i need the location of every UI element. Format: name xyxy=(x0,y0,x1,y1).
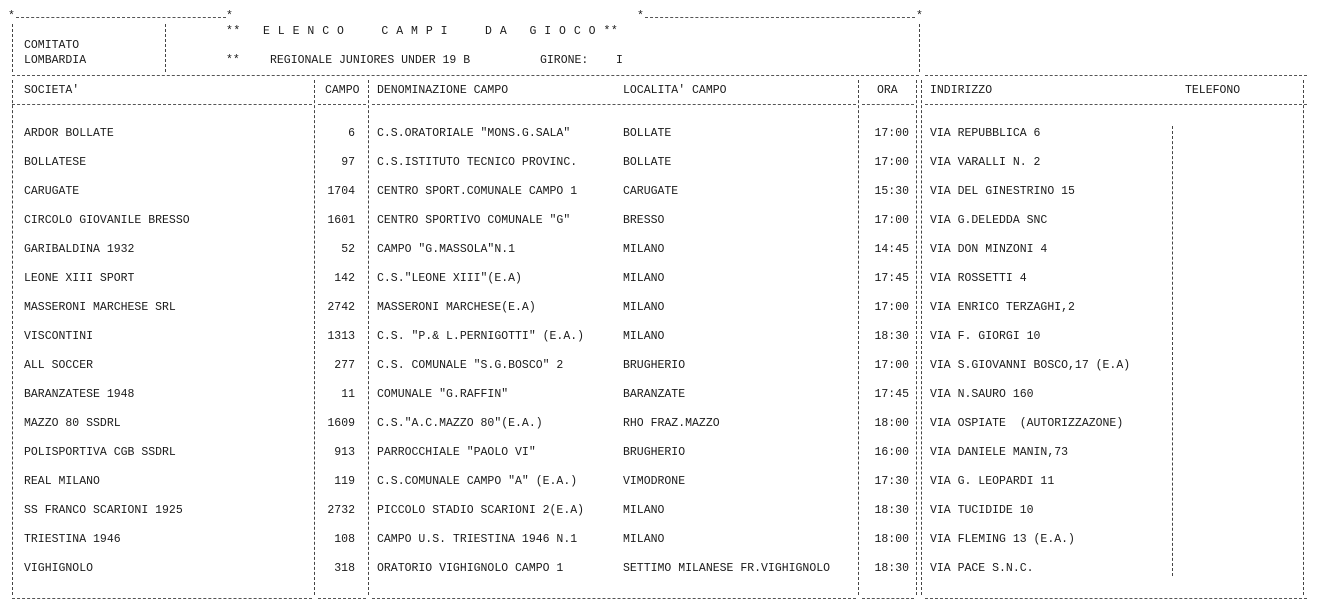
cell-ora: 14:45 xyxy=(874,243,909,256)
table-left-border xyxy=(12,80,13,595)
cell-ora: 17:30 xyxy=(874,475,909,488)
cell-indirizzo: VIA G.DELEDDA SNC xyxy=(930,214,1048,227)
header-top-rule-right xyxy=(645,17,915,18)
cell-localita: MILANO xyxy=(623,243,665,256)
cell-societa: POLISPORTIVA CGB SSDRL xyxy=(24,446,176,459)
cell-denominazione: PARROCCHIALE "PAOLO VI" xyxy=(377,446,536,459)
header-left-border xyxy=(12,24,13,72)
cell-localita: BARANZATE xyxy=(623,388,686,401)
col-header-telefono: TELEFONO xyxy=(1185,84,1241,97)
cell-denominazione: CENTRO SPORTIVO COMUNALE "G" xyxy=(377,214,571,227)
cell-denominazione: CENTRO SPORT.COMUNALE CAMPO 1 xyxy=(377,185,578,198)
cell-societa: TRIESTINA 1946 xyxy=(24,533,121,546)
cell-denominazione: C.S."A.C.MAZZO 80"(E.A.) xyxy=(377,417,543,430)
cell-ora: 18:30 xyxy=(874,504,909,517)
cell-localita: MILANO xyxy=(623,330,665,343)
cell-ora: 16:00 xyxy=(874,446,909,459)
cell-indirizzo: VIA ENRICO TERZAGHI,2 xyxy=(930,301,1075,314)
girone-label: GIRONE: xyxy=(540,54,589,67)
cell-localita: MILANO xyxy=(623,533,665,546)
cell-societa: VISCONTINI xyxy=(24,330,94,343)
cell-indirizzo: VIA PACE S.N.C. xyxy=(930,562,1034,575)
header-top-rule-left xyxy=(16,17,226,18)
col-header-rule-1 xyxy=(12,104,312,105)
cell-denominazione: C.S.ISTITUTO TECNICO PROVINC. xyxy=(377,156,578,169)
committee-line-2: LOMBARDIA xyxy=(24,54,87,67)
cell-societa: BOLLATESE xyxy=(24,156,87,169)
cell-indirizzo: VIA DON MINZONI 4 xyxy=(930,243,1048,256)
col-separator-localita-ora xyxy=(858,80,859,595)
championship-stars: ** xyxy=(226,54,240,67)
col-separator-ora-right xyxy=(916,80,917,595)
corner-mark-top-mid-left: * xyxy=(226,10,233,23)
cell-localita: MILANO xyxy=(623,272,665,285)
table-right-border xyxy=(1303,80,1304,595)
cell-localita: BRUGHERIO xyxy=(623,359,686,372)
cell-societa: CARUGATE xyxy=(24,185,80,198)
col-header-campo: CAMPO xyxy=(325,84,360,97)
cell-campo: 2742 xyxy=(327,301,355,314)
cell-indirizzo: VIA DEL GINESTRINO 15 xyxy=(930,185,1075,198)
cell-indirizzo: VIA DANIELE MANIN,73 xyxy=(930,446,1069,459)
cell-denominazione: ORATORIO VIGHIGNOLO CAMPO 1 xyxy=(377,562,564,575)
cell-campo: 1601 xyxy=(327,214,355,227)
cell-localita: VIMODRONE xyxy=(623,475,686,488)
corner-mark-top-left: * xyxy=(8,10,15,23)
cell-localita: MILANO xyxy=(623,301,665,314)
cell-indirizzo: VIA VARALLI N. 2 xyxy=(930,156,1041,169)
committee-line-1: COMITATO xyxy=(24,39,80,52)
cell-indirizzo: VIA S.GIOVANNI BOSCO,17 (E.A) xyxy=(930,359,1131,372)
col-separator-campo-denominazione xyxy=(368,80,369,595)
cell-ora: 17:00 xyxy=(874,301,909,314)
cell-indirizzo: VIA TUCIDIDE 10 xyxy=(930,504,1034,517)
col-separator-indirizzo-telefono xyxy=(1172,126,1173,576)
cell-societa: REAL MILANO xyxy=(24,475,100,488)
header-bottom-rule xyxy=(12,75,919,76)
cell-localita: BRUGHERIO xyxy=(623,446,686,459)
cell-denominazione: C.S."LEONE XIII"(E.A) xyxy=(377,272,522,285)
cell-ora: 18:00 xyxy=(874,417,909,430)
cell-campo: 318 xyxy=(334,562,355,575)
cell-indirizzo: VIA F. GIORGI 10 xyxy=(930,330,1041,343)
cell-campo: 142 xyxy=(334,272,355,285)
cell-denominazione: CAMPO "G.MASSOLA"N.1 xyxy=(377,243,516,256)
cell-ora: 18:30 xyxy=(874,330,909,343)
cell-campo: 1704 xyxy=(327,185,355,198)
cell-campo: 6 xyxy=(348,127,355,140)
cell-localita: CARUGATE xyxy=(623,185,679,198)
col-header-societa: SOCIETA' xyxy=(24,84,80,97)
cell-ora: 17:00 xyxy=(874,214,909,227)
footer-rule-2 xyxy=(318,598,366,599)
col-header-rule-5 xyxy=(925,104,1307,105)
cell-denominazione: COMUNALE "G.RAFFIN" xyxy=(377,388,509,401)
cell-societa: LEONE XIII SPORT xyxy=(24,272,135,285)
cell-denominazione: C.S. COMUNALE "S.G.BOSCO" 2 xyxy=(377,359,564,372)
championship-name: REGIONALE JUNIORES UNDER 19 B xyxy=(270,54,471,67)
cell-campo: 108 xyxy=(334,533,355,546)
cell-campo: 52 xyxy=(341,243,355,256)
col-separator-indirizzo-left xyxy=(921,80,922,595)
header-committee-divider xyxy=(165,24,166,72)
cell-campo: 1609 xyxy=(327,417,355,430)
cell-campo: 97 xyxy=(341,156,355,169)
col-header-ora: ORA xyxy=(877,84,898,97)
cell-indirizzo: VIA OSPIATE (AUTORIZZAZONE) xyxy=(930,417,1124,430)
corner-mark-top-mid-right: * xyxy=(637,10,644,23)
header-right-border xyxy=(919,24,920,72)
cell-localita: BOLLATE xyxy=(623,156,672,169)
col-header-rule-4 xyxy=(862,104,914,105)
cell-localita: RHO FRAZ.MAZZO xyxy=(623,417,720,430)
cell-societa: GARIBALDINA 1932 xyxy=(24,243,135,256)
cell-denominazione: C.S.ORATORIALE "MONS.G.SALA" xyxy=(377,127,571,140)
cell-indirizzo: VIA FLEMING 13 (E.A.) xyxy=(930,533,1075,546)
cell-societa: ARDOR BOLLATE xyxy=(24,127,114,140)
cell-localita: MILANO xyxy=(623,504,665,517)
cell-campo: 913 xyxy=(334,446,355,459)
cell-campo: 277 xyxy=(334,359,355,372)
corner-mark-top-right: * xyxy=(916,10,923,23)
cell-denominazione: PICCOLO STADIO SCARIONI 2(E.A) xyxy=(377,504,585,517)
footer-rule-4 xyxy=(862,598,914,599)
cell-denominazione: CAMPO U.S. TRIESTINA 1946 N.1 xyxy=(377,533,578,546)
cell-denominazione: MASSERONI MARCHESE(E.A) xyxy=(377,301,536,314)
cell-ora: 17:00 xyxy=(874,156,909,169)
cell-societa: ALL SOCCER xyxy=(24,359,94,372)
cell-ora: 15:30 xyxy=(874,185,909,198)
cell-ora: 18:30 xyxy=(874,562,909,575)
cell-ora: 17:00 xyxy=(874,127,909,140)
cell-indirizzo: VIA G. LEOPARDI 11 xyxy=(930,475,1055,488)
cell-campo: 119 xyxy=(334,475,355,488)
header-bottom-rule-right xyxy=(925,75,1307,76)
col-header-denominazione: DENOMINAZIONE CAMPO xyxy=(377,84,509,97)
cell-indirizzo: VIA N.SAURO 160 xyxy=(930,388,1034,401)
cell-campo: 11 xyxy=(341,388,355,401)
cell-ora: 17:45 xyxy=(874,388,909,401)
col-header-localita: LOCALITA' CAMPO xyxy=(623,84,727,97)
col-header-indirizzo: INDIRIZZO xyxy=(930,84,993,97)
cell-indirizzo: VIA REPUBBLICA 6 xyxy=(930,127,1041,140)
col-header-rule-3 xyxy=(372,104,856,105)
girone-value: I xyxy=(616,54,623,67)
cell-ora: 17:00 xyxy=(874,359,909,372)
footer-rule-1 xyxy=(12,598,312,599)
cell-societa: VIGHIGNOLO xyxy=(24,562,94,575)
footer-rule-3 xyxy=(372,598,856,599)
cell-localita: BRESSO xyxy=(623,214,665,227)
cell-societa: BARANZATESE 1948 xyxy=(24,388,135,401)
cell-societa: MAZZO 80 SSDRL xyxy=(24,417,121,430)
cell-indirizzo: VIA ROSSETTI 4 xyxy=(930,272,1027,285)
cell-societa: MASSERONI MARCHESE SRL xyxy=(24,301,176,314)
cell-campo: 2732 xyxy=(327,504,355,517)
cell-ora: 17:45 xyxy=(874,272,909,285)
page-title: ** E L E N C O C A M P I D A G I O C O ** xyxy=(226,25,619,38)
cell-localita: SETTIMO MILANESE FR.VIGHIGNOLO xyxy=(623,562,831,575)
cell-denominazione: C.S.COMUNALE CAMPO "A" (E.A.) xyxy=(377,475,578,488)
footer-rule-5 xyxy=(925,598,1307,599)
cell-campo: 1313 xyxy=(327,330,355,343)
cell-ora: 18:00 xyxy=(874,533,909,546)
cell-societa: CIRCOLO GIOVANILE BRESSO xyxy=(24,214,190,227)
cell-societa: SS FRANCO SCARIONI 1925 xyxy=(24,504,183,517)
col-header-rule-2 xyxy=(318,104,366,105)
cell-denominazione: C.S. "P.& L.PERNIGOTTI" (E.A.) xyxy=(377,330,585,343)
cell-localita: BOLLATE xyxy=(623,127,672,140)
